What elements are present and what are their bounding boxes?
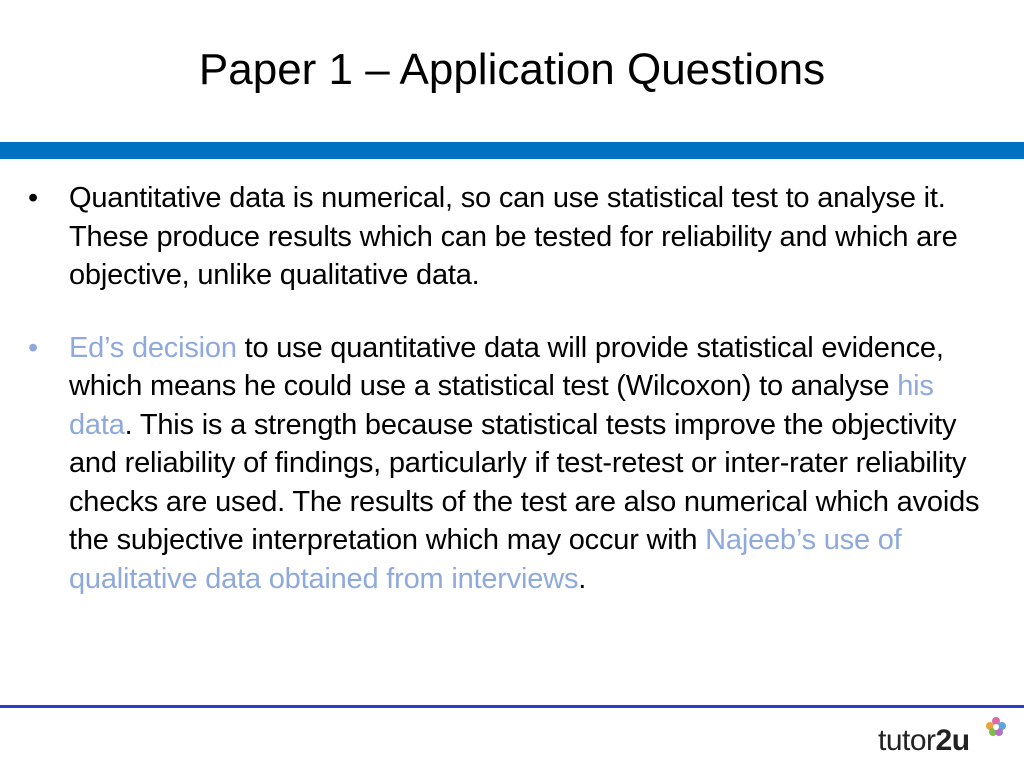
- bullet-1-text: Quantitative data is numerical, so can use statistical test to analyse it. These produce results which can be tested for reliability and which are objective, unlike qualitative data.: [69, 182, 958, 291]
- bullet-2-text-part-1: to use quantitative data will provide statistical evidence, which means he could use a statistical test (Wilcoxon) to analyse: [69, 331, 944, 402]
- bullet-2-text-end: .: [578, 562, 587, 595]
- logo-text-light: tutor: [878, 724, 936, 757]
- logo-text: [878, 724, 970, 758]
- tutor2u-logo: [878, 716, 1014, 760]
- bullet-point-1: [28, 179, 1003, 295]
- bullet-icon: •: [28, 182, 38, 214]
- slide-content: [28, 179, 1003, 598]
- bullet-icon: •: [28, 331, 38, 364]
- highlight-najeeb-data: Najeeb’s use of qualitative data obtained from interviews: [69, 524, 902, 595]
- logo-text-bold: 2u: [935, 724, 970, 757]
- bullet-point-2: [28, 329, 1003, 599]
- highlight-his-data: his data: [69, 370, 934, 441]
- flower-logo-icon: [984, 716, 1008, 738]
- slide-title: Paper 1 – Application Questions: [198, 45, 826, 94]
- highlight-eds-decision: Ed’s decision: [69, 331, 237, 364]
- footer-divider: [0, 705, 1024, 708]
- title-bar: [0, 142, 1024, 159]
- bullet-2-text-part-2: . This is a strength because statistical tests improve the objectivity and reliability of findings, particularly if test-retest or inter-rater reliability checks are used. The results of the test are also numerical which avoids the subjective interpretation which may occur with: [69, 408, 980, 556]
